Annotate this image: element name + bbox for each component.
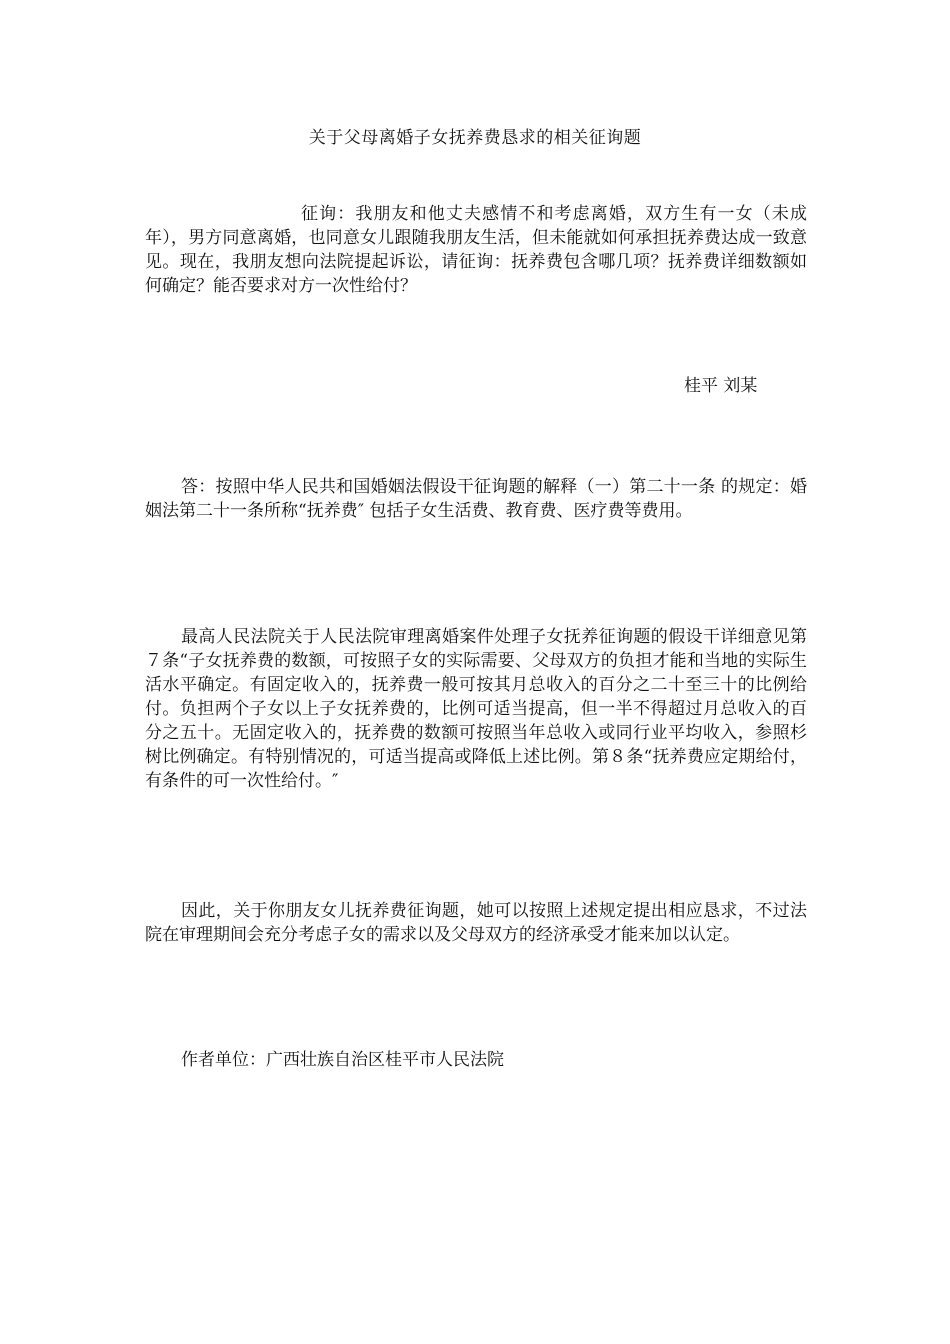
document-title: 关于父母离婚子女抚养费恳求的相关征询题 xyxy=(308,128,642,148)
answer-paragraph-2: 最高人民法院关于人民法院审理离婚案件处理子女抚养征询题的假设干详细意见第７条“子女抚养费的数额，可按照子女的实际需要、父母双方的负担才能和当地的实际生活水平确定。有固定收入的，抚养费一般可按其月总收入的百分之二十至三十的比例给付。负担两个子女以上子女抚养费的，比例可适当提高，但一半不得超过月总收入的百分之五十。无固定收入的，抚养费的数额可按照当年总收入或同行业平均收入，参照杉树比例确定。有特别情况的，可适当提高或降低上述比例。第８条“抚养费应定期给付，有条件的可一次性给付。″ xyxy=(145,627,807,791)
author-unit: 作者单位：广西壮族自治区桂平市人民法院 xyxy=(181,1050,504,1070)
signature: 桂平 刘某 xyxy=(684,376,758,396)
answer-paragraph-3: 因此，关于你朋友女儿抚养费征询题，她可以按照上述规定提出相应恳求，不过法院在审理期间会充分考虑子女的需求以及父母双方的经济承受才能来加以认定。 xyxy=(145,901,807,945)
answer-paragraph-1: 答：按照中华人民共和国婚姻法假设干征询题的解释（一）第二十一条 的规定：婚姻法第二十一条所称“抚养费″ 包括子女生活费、教育费、医疗费等费用。 xyxy=(145,477,807,521)
question-paragraph: 征询：我朋友和他丈夫感情不和考虑离婚，双方生有一女（未成年），男方同意离婚，也同意女儿跟随我朋友生活，但未能就如何承担抚养费达成一致意见。现在，我朋友想向法院提起诉讼，请征询：抚养费包含哪几项？抚养费详细数额如何确定？能否要求对方一次性给付？ xyxy=(145,204,807,296)
